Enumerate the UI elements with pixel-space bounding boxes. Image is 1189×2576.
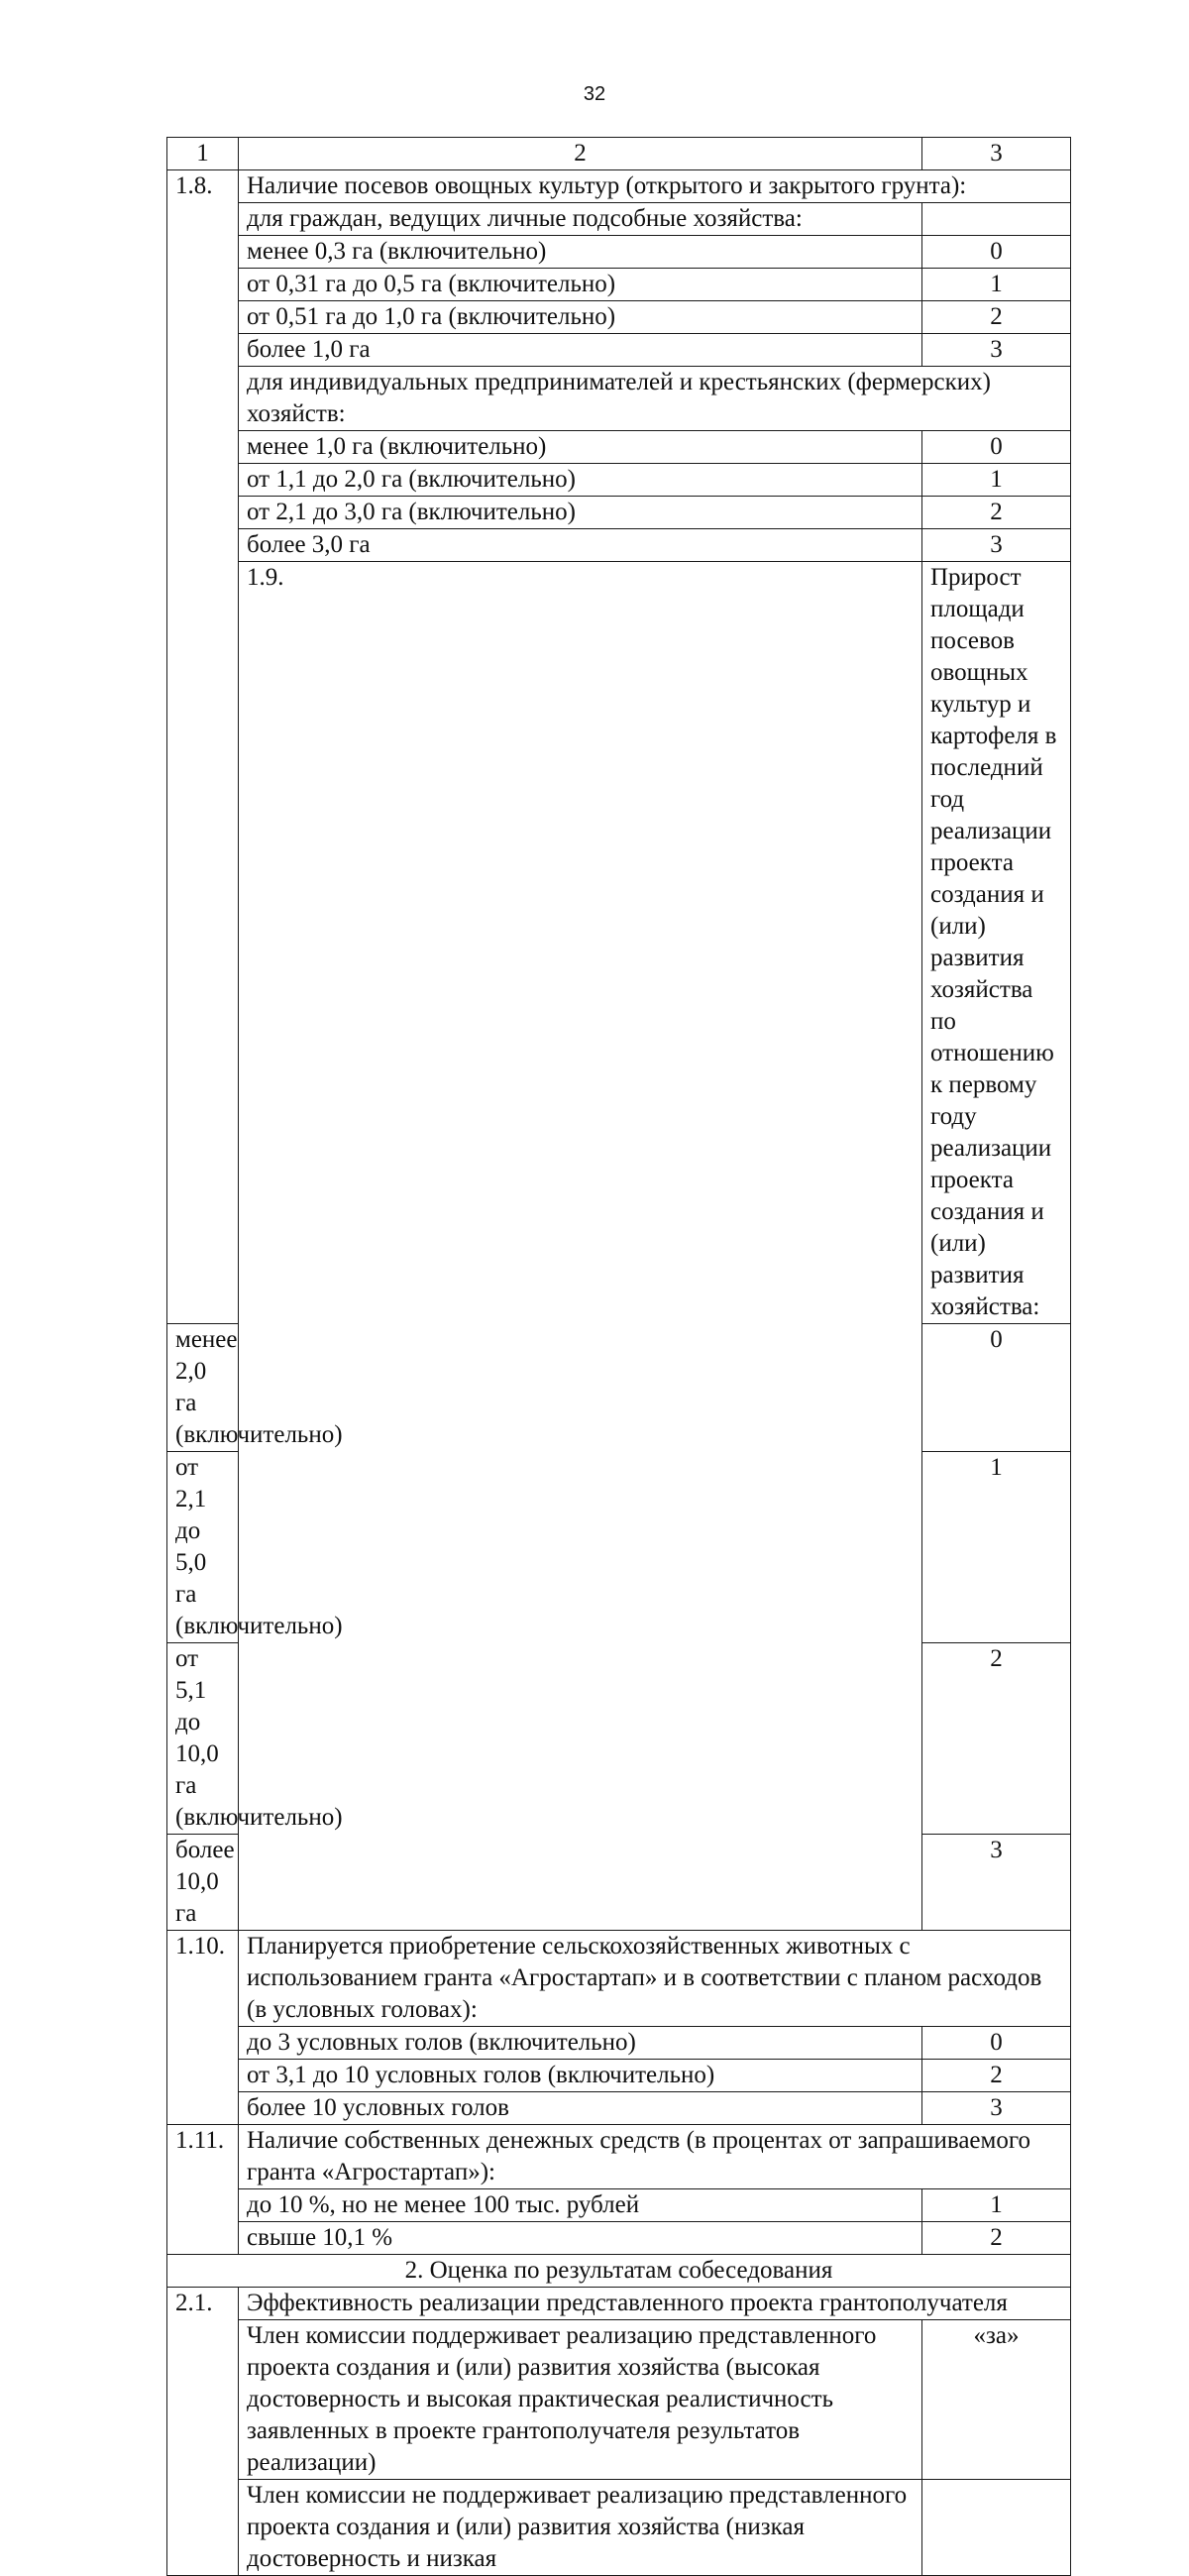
score-cell: 1 <box>922 269 1071 301</box>
criterion-title: Эффективность реализации представленного проекта грантополучателя <box>239 2288 1071 2320</box>
option-label: более 3,0 га <box>239 529 922 562</box>
criterion-title: Наличие собственных денежных средств (в процентах от запрашиваемого гранта «Агростартап»): <box>239 2125 1071 2189</box>
table-row <box>167 2125 1071 2189</box>
option-label: менее 2,0 га (включительно) <box>167 1324 239 1452</box>
section-title: 2. Оценка по результатам собеседования <box>167 2255 1071 2288</box>
option-label: менее 1,0 га (включительно) <box>239 431 922 464</box>
criteria-table <box>166 137 1071 2576</box>
criterion-title: Планируется приобретение сельскохозяйственных животных с использованием гранта «Агростартап» и в соответствии с планом расходов (в условных головах): <box>239 1931 1071 2027</box>
header-col-2: 2 <box>239 138 922 170</box>
table-row <box>167 170 1071 203</box>
option-label: до 10 %, но не менее 100 тыс. рублей <box>239 2189 922 2222</box>
header-col-1: 1 <box>167 138 239 170</box>
option-label: более 10 условных голов <box>239 2092 922 2125</box>
score-cell <box>922 203 1071 236</box>
score-cell: 0 <box>922 236 1071 269</box>
table-row <box>167 431 1071 464</box>
table-row <box>167 1931 1071 2027</box>
table-row <box>167 2189 1071 2222</box>
score-cell: 0 <box>922 2027 1071 2060</box>
score-cell: 1 <box>922 2189 1071 2222</box>
table-row <box>167 529 1071 562</box>
table-row <box>167 2092 1071 2125</box>
item-number: 2.1. <box>167 2288 239 2576</box>
table-row <box>167 2255 1071 2288</box>
option-label: от 0,31 га до 0,5 га (включительно) <box>239 269 922 301</box>
table-row <box>167 562 1071 1324</box>
criterion-title: Прирост площади посевов овощных культур и картофеля в последний год реализации проекта создания и (или) развития хозяйства по отношению к первому году реализации проекта создания и (или) развития хозяйства: <box>922 562 1071 1324</box>
score-cell: 2 <box>922 1643 1071 1835</box>
group-title: для индивидуальных предпринимателей и крестьянских (фермерских) хозяйств: <box>239 367 1071 431</box>
option-label: от 2,1 до 3,0 га (включительно) <box>239 497 922 529</box>
table-row <box>167 269 1071 301</box>
score-cell <box>922 2480 1071 2576</box>
score-cell: 1 <box>922 464 1071 497</box>
table-row <box>167 497 1071 529</box>
table-row <box>167 2320 1071 2480</box>
option-label: от 0,51 га до 1,0 га (включительно) <box>239 301 922 334</box>
score-cell: 1 <box>922 1452 1071 1643</box>
table-row <box>167 367 1071 431</box>
page-number: 32 <box>583 83 606 105</box>
option-label: до 3 условных голов (включительно) <box>239 2027 922 2060</box>
item-number: 1.11. <box>167 2125 239 2255</box>
score-cell: 3 <box>922 334 1071 367</box>
item-number: 1.10. <box>167 1931 239 2125</box>
item-number: 1.9. <box>239 562 922 1931</box>
option-label: менее 0,3 га (включительно) <box>239 236 922 269</box>
option-label: от 3,1 до 10 условных голов (включительно) <box>239 2060 922 2092</box>
option-label: более 1,0 га <box>239 334 922 367</box>
score-cell: 2 <box>922 497 1071 529</box>
table-row <box>167 2222 1071 2255</box>
score-cell: 0 <box>922 431 1071 464</box>
score-cell: 0 <box>922 1324 1071 1452</box>
option-label: от 1,1 до 2,0 га (включительно) <box>239 464 922 497</box>
score-cell: «за» <box>922 2320 1071 2480</box>
score-cell: 3 <box>922 1835 1071 1931</box>
table-row <box>167 301 1071 334</box>
option-label: свыше 10,1 % <box>239 2222 922 2255</box>
table-row <box>167 334 1071 367</box>
score-cell: 3 <box>922 2092 1071 2125</box>
table-header-row <box>167 138 1071 170</box>
table-row <box>167 203 1071 236</box>
option-label: Член комиссии не поддерживает реализацию представленного проекта создания и (или) развития хозяйства (низкая достоверность и низкая <box>239 2480 922 2576</box>
header-col-3: 3 <box>922 138 1071 170</box>
option-label: от 2,1 до 5,0 га (включительно) <box>167 1452 239 1643</box>
table-row <box>167 464 1071 497</box>
table-row <box>167 2027 1071 2060</box>
table-row <box>167 2480 1071 2576</box>
score-cell: 2 <box>922 2222 1071 2255</box>
group-title: для граждан, ведущих личные подсобные хозяйства: <box>239 203 922 236</box>
table-row <box>167 236 1071 269</box>
option-label: Член комиссии поддерживает реализацию представленного проекта создания и (или) развития хозяйства (высокая достоверность и высокая практическая реалистичность заявленных в проекте грантополучателя результатов реализации) <box>239 2320 922 2480</box>
score-cell: 2 <box>922 2060 1071 2092</box>
criterion-title: Наличие посевов овощных культур (открытого и закрытого грунта): <box>239 170 1071 203</box>
score-cell: 3 <box>922 529 1071 562</box>
table-row <box>167 2060 1071 2092</box>
option-label: более 10,0 га <box>167 1835 239 1931</box>
table-row <box>167 2288 1071 2320</box>
score-cell: 2 <box>922 301 1071 334</box>
option-label: от 5,1 до 10,0 га (включительно) <box>167 1643 239 1835</box>
item-number: 1.8. <box>167 170 239 1324</box>
